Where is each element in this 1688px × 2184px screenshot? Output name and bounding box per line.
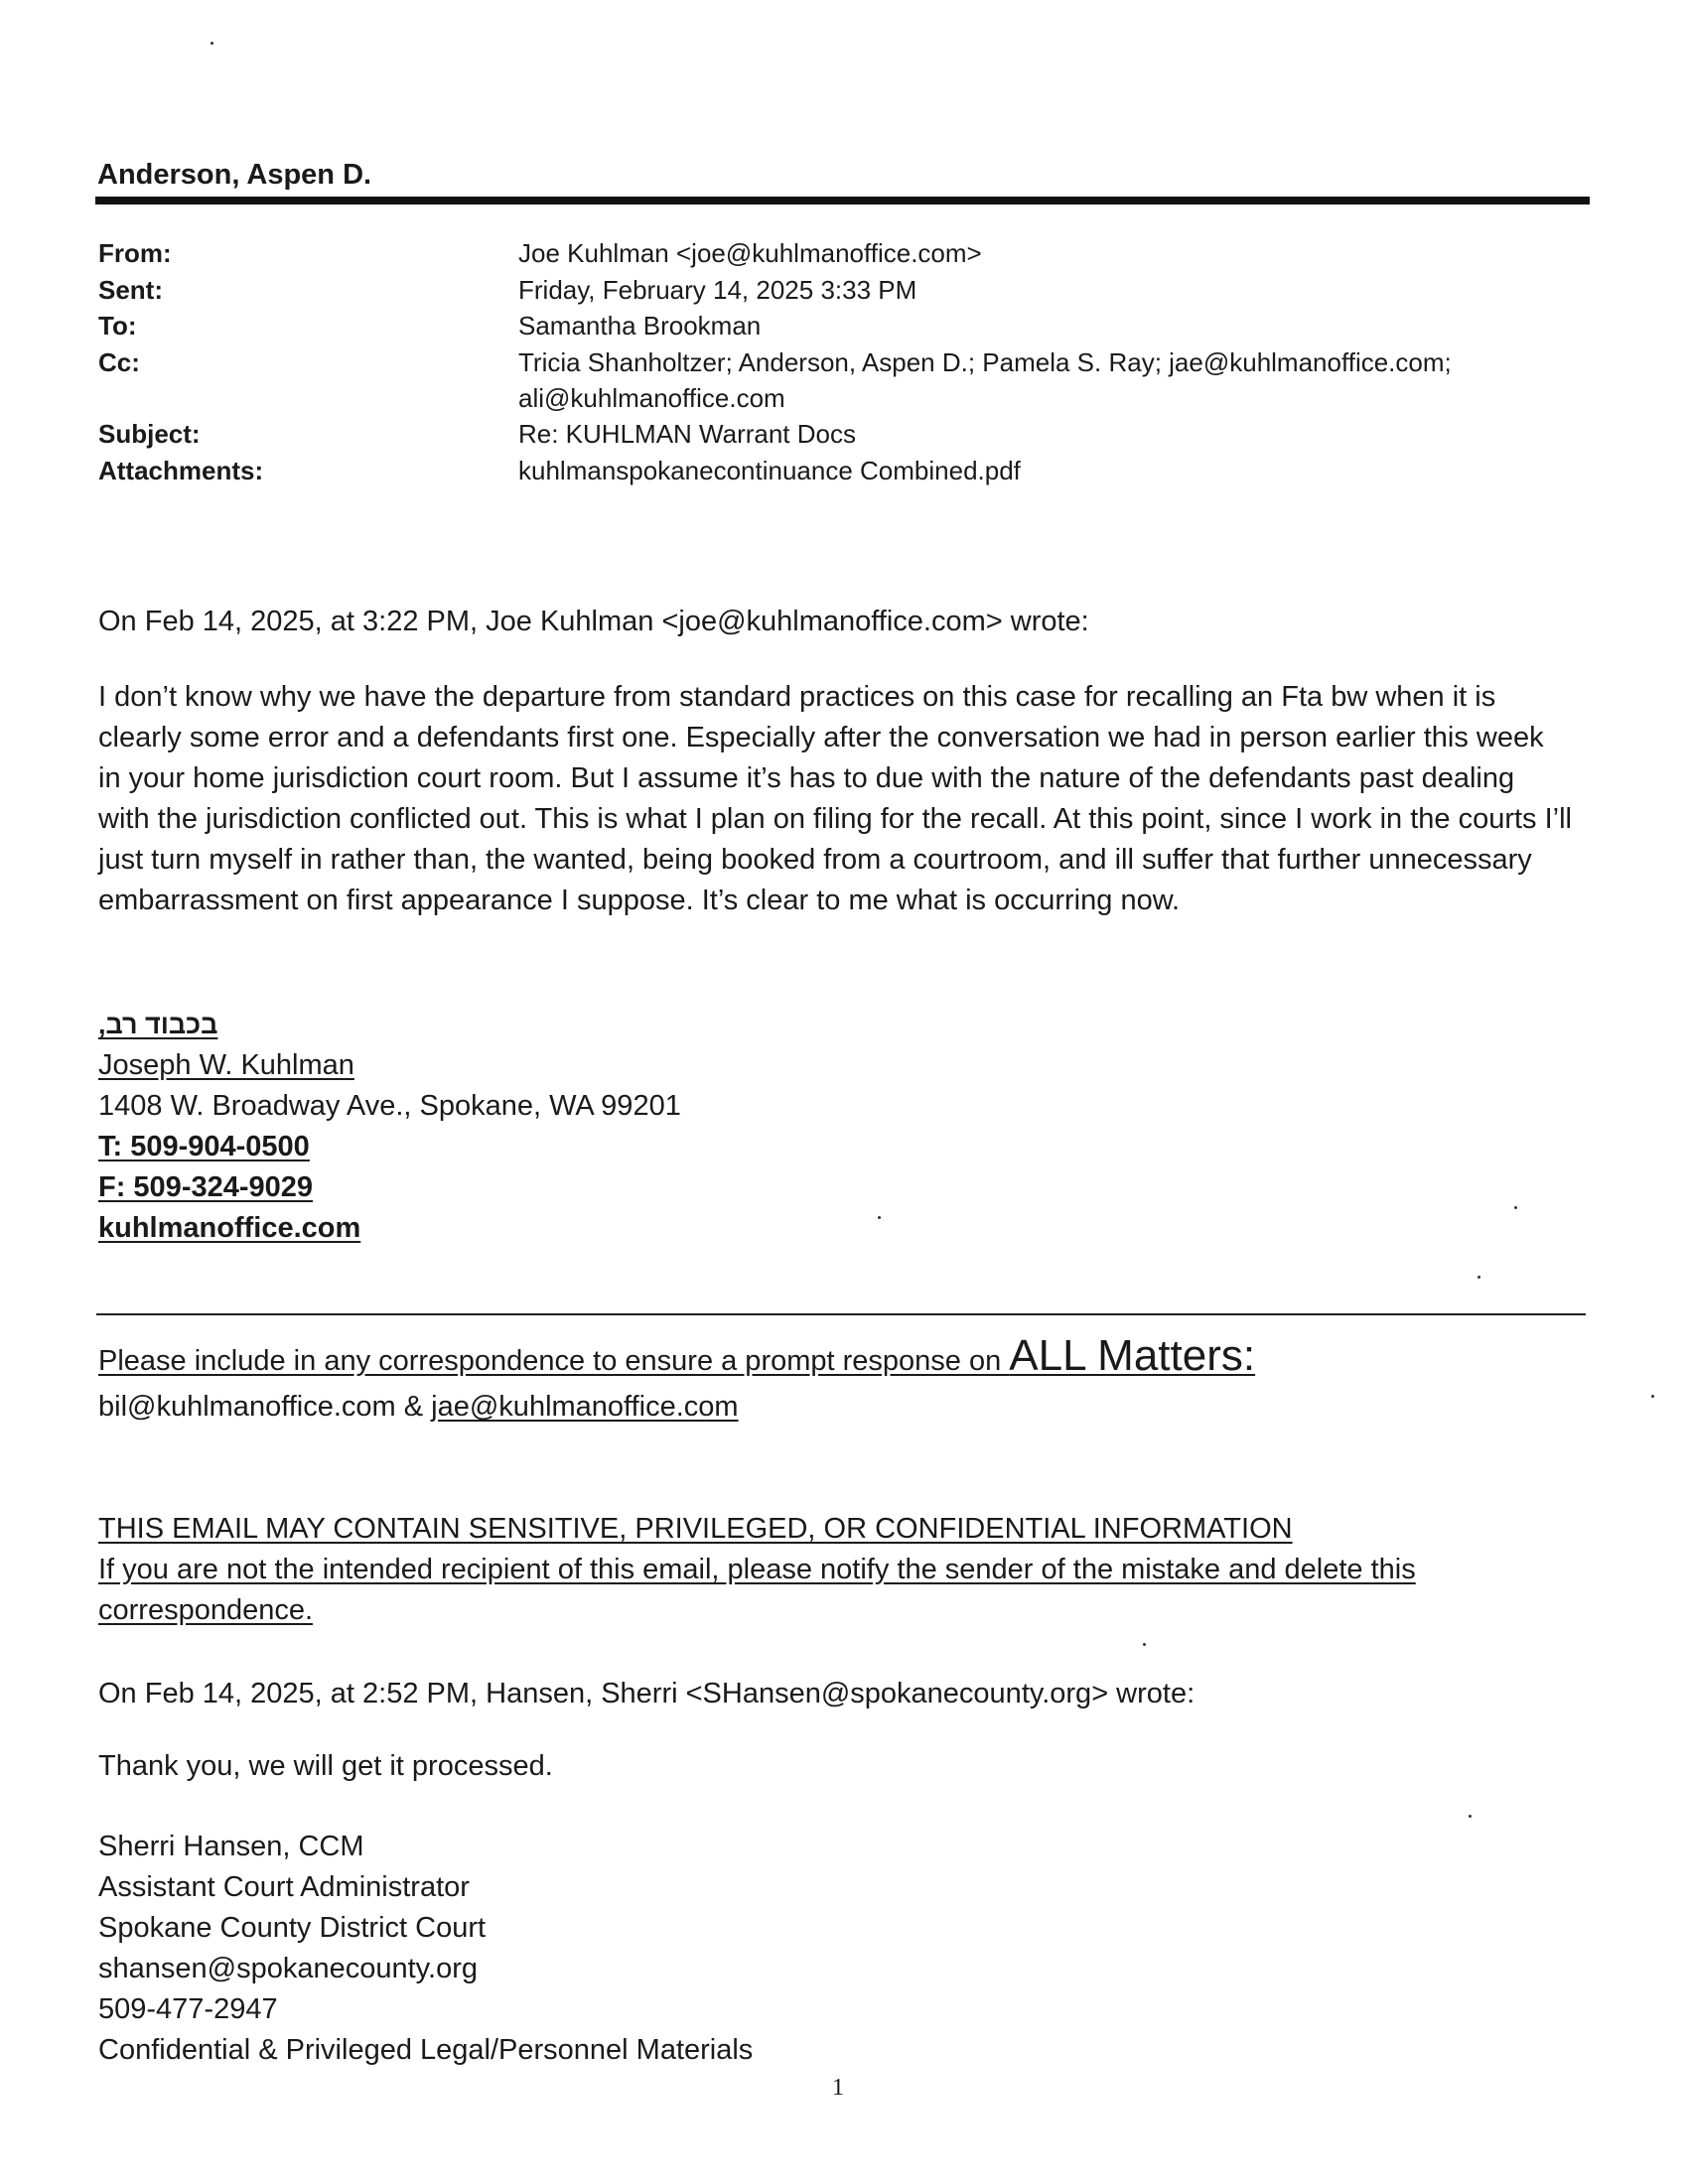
attachments-label: Attachments: xyxy=(98,456,264,485)
scan-speck xyxy=(878,1216,881,1219)
sent-label: Sent: xyxy=(98,275,163,305)
from-value: Joe Kuhlman <joe@kuhlmanoffice.com> xyxy=(518,238,982,268)
header-divider xyxy=(95,197,1590,205)
signature-website-link[interactable]: kuhlmanoffice.com xyxy=(98,1212,361,1244)
notice-emphasis: ALL Matters: xyxy=(1009,1331,1256,1380)
from-label: From: xyxy=(98,238,172,268)
disclaimer-heading: THIS EMAIL MAY CONTAIN SENSITIVE, PRIVILEGED, OR CONFIDENTIAL INFORMATION xyxy=(98,1513,1293,1545)
notice-text: Please include in any correspondence to ensure a prompt response on xyxy=(98,1345,1010,1377)
quote2-intro: On Feb 14, 2025, at 2:52 PM, Hansen, Sherri <SHansen@spokanecounty.org> wrote: xyxy=(98,1678,1196,1709)
mailbox-owner: Anderson, Aspen D. xyxy=(97,159,372,191)
subject-value: Re: KUHLMAN Warrant Docs xyxy=(518,419,856,449)
hansen-name: Sherri Hansen, CCM xyxy=(98,1831,364,1862)
signature-address: 1408 W. Broadway Ave., Spokane, WA 99201 xyxy=(98,1090,681,1122)
signature-name: Joseph W. Kuhlman xyxy=(98,1049,354,1081)
quote1-body: I don’t know why we have the departure from standard practices on this case for recalling an Fta bw when it is clearly some error and a defendants first one. Especially after the conversation we had in person earlier this week in your home jurisdiction court room. But I assume it’s has to due with the nature of the defendants past dealing with the jurisdiction conflicted out. This is what I plan on filing for the recall. At this point, since I work in the courts I’ll just turn myself in rather than, the wanted, being booked from a courtroom, and ill suffer that further unnecessary embarrassment on first appearance I suppose. It’s clear to me what is occurring now. xyxy=(98,681,1572,916)
to-label: To: xyxy=(98,311,137,341)
scan-speck xyxy=(1651,1395,1654,1398)
scan-speck xyxy=(211,42,213,45)
kuhlman-signature xyxy=(98,1005,681,1249)
attachment-file-link[interactable]: kuhlmanspokanecontinuance Combined.pdf xyxy=(518,456,1021,485)
signature-fax-link[interactable]: F: 509-324-9029 xyxy=(98,1171,314,1203)
correspondence-notice xyxy=(98,1331,1256,1382)
notice-email-jae-link[interactable]: jae@kuhlmanoffice.com xyxy=(431,1391,739,1423)
scan-speck xyxy=(1477,1276,1480,1279)
hansen-org: Spokane County District Court xyxy=(98,1912,487,1944)
quote2-body: Thank you, we will get it processed. xyxy=(98,1750,553,1782)
signature-divider xyxy=(96,1313,1586,1315)
scan-speck xyxy=(1514,1206,1517,1209)
sent-value: Friday, February 14, 2025 3:33 PM xyxy=(518,275,917,305)
hansen-phone: 509-477-2947 xyxy=(98,1993,278,2025)
hansen-title: Assistant Court Administrator xyxy=(98,1871,470,1903)
disclaimer-text: If you are not the intended recipient of this email, please notify the sender of the mistake and delete this correspondence. xyxy=(98,1554,1416,1626)
quote1-intro: On Feb 14, 2025, at 3:22 PM, Joe Kuhlman <joe@kuhlmanoffice.com> wrote: xyxy=(98,606,1089,637)
scan-speck xyxy=(1469,1815,1472,1818)
cc-value: Tricia Shanholtzer; Anderson, Aspen D.; Pamela S. Ray; jae@kuhlmanoffice.com; ali@kuhlmanoffice.com xyxy=(518,347,1452,413)
notice-emails xyxy=(98,1387,739,1428)
subject-label: Subject: xyxy=(98,419,201,449)
page-number: 1 xyxy=(832,2075,844,2101)
signature-closing: בכבוד רב, xyxy=(98,1010,218,1039)
notice-joiner: & xyxy=(395,1391,432,1423)
signature-phone-link[interactable]: T: 509-904-0500 xyxy=(98,1131,310,1162)
cc-label: Cc: xyxy=(98,347,140,377)
hansen-note: Confidential & Privileged Legal/Personnel Materials xyxy=(98,2034,754,2066)
notice-email-bil-link[interactable]: bil@kuhlmanoffice.com xyxy=(98,1391,396,1423)
scan-speck xyxy=(1143,1643,1146,1646)
to-value: Samantha Brookman xyxy=(518,311,762,341)
hansen-email[interactable]: shansen@spokanecounty.org xyxy=(98,1953,478,1984)
hansen-signature xyxy=(98,1827,753,2071)
